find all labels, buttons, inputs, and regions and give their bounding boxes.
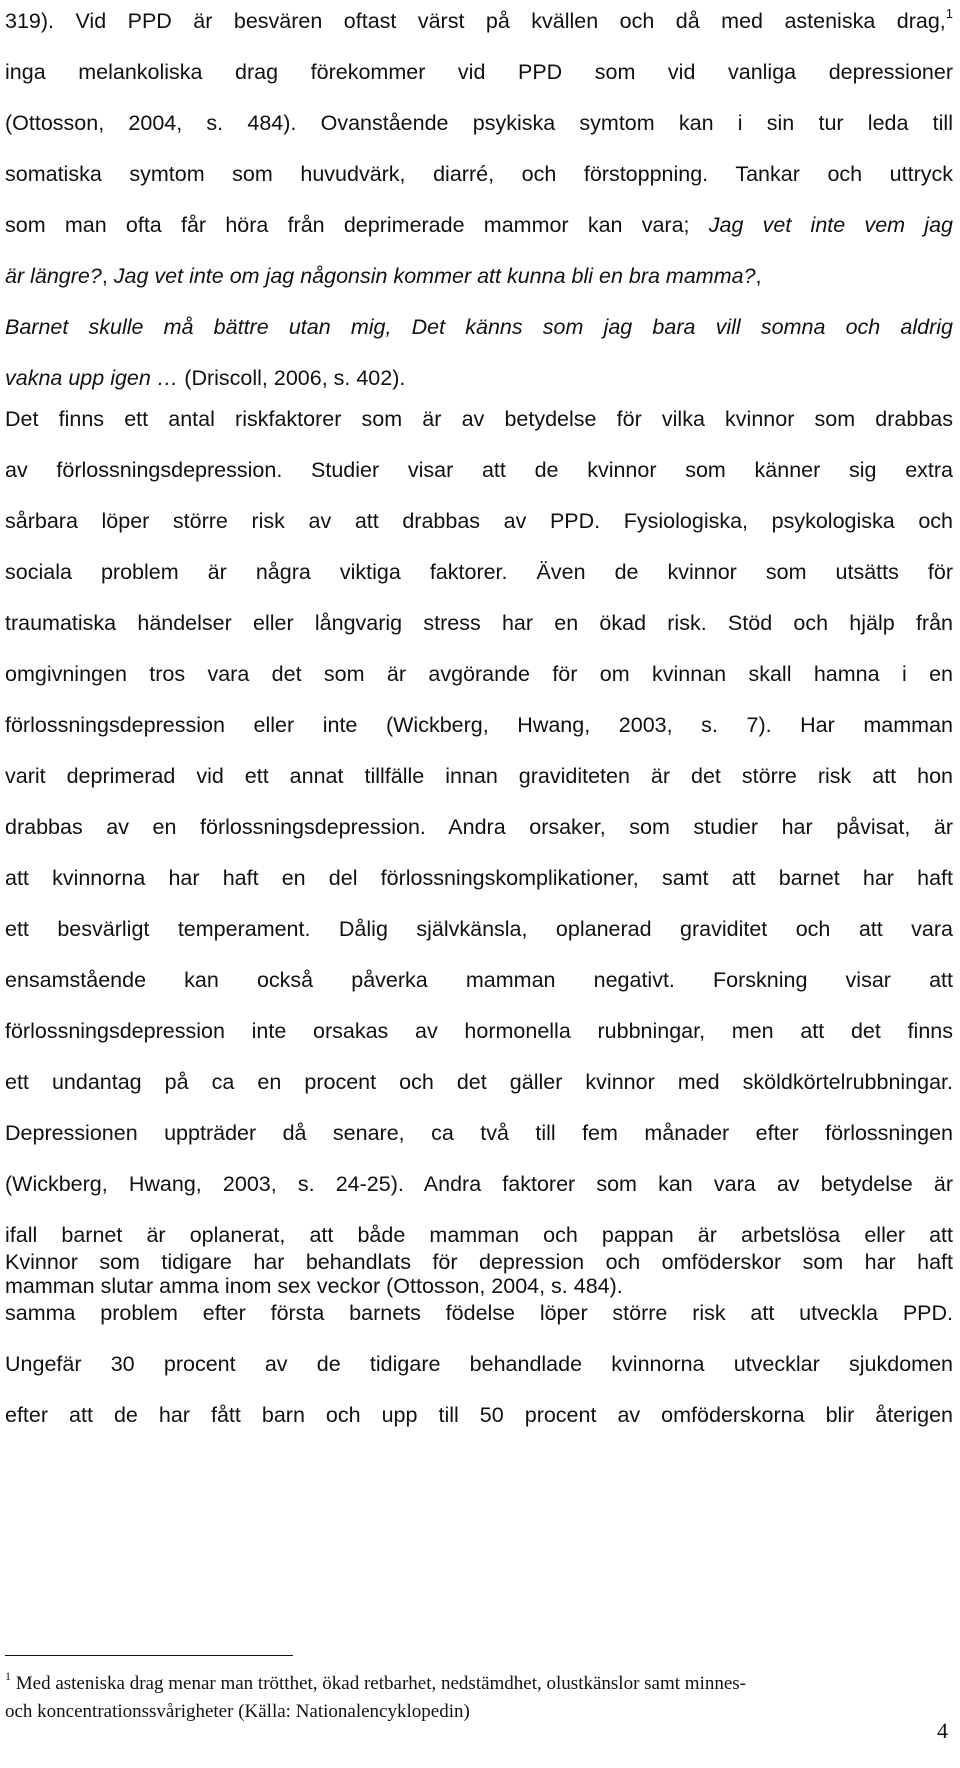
text-line: inga melankoliska drag förekommer vid PPD som vid vanliga depressioner [5, 60, 953, 84]
text-line: sociala problem är några viktiga faktorer. Även de kvinnor som utsätts för [5, 560, 953, 584]
text-line: mamman slutar amma inom sex veckor (Ottosson, 2004, s. 484). [5, 1274, 623, 1298]
footnote-line: $^1$ Med asteniska drag menar man trötthet, ökad retbarhet, nedstämdhet, olustkänslor samt minnes- [5, 1669, 746, 1694]
text-line: av förlossningsdepression. Studier visar att de kvinnor som känner sig extra [5, 458, 953, 482]
text-line: drabbas av en förlossningsdepression. Andra orsaker, som studier har påvisat, är [5, 815, 953, 839]
paragraph-symptoms [5, 0, 953, 404]
text-line: vakna upp igen … (Driscoll, 2006, s. 402). [5, 366, 406, 390]
quote-text: Jag vet inte om jag någonsin kommer att kunna bli en bra mamma? [113, 264, 756, 288]
paragraph-previous-depression [5, 1237, 953, 1441]
text-line: förlossningsdepression eller inte (Wickberg, Hwang, 2003, s. 7). Har mamman [5, 713, 953, 737]
text-line: ifall barnet är oplanerat, att både mamman och pappan är arbetslösa eller att [5, 1223, 953, 1247]
text-line: 319). Vid PPD är besvären oftast värst på kvällen och då med asteniska drag,$^1$ [5, 6, 953, 33]
quote-text: Jag vet inte vem jag [708, 213, 953, 237]
footnote-line: och koncentrationssvårigheter (Källa: Nationalencyklopedin) [5, 1701, 470, 1722]
text-line: efter att de har fått barn och upp till 50 procent av omföderskorna blir återigen [5, 1403, 953, 1427]
text-line: ett besvärligt temperament. Dålig självkänsla, oplanerad graviditet och att vara [5, 917, 953, 941]
paragraph-risk-factors [5, 394, 953, 1312]
text-line: Kvinnor som tidigare har behandlats för depression och omföderskor som har haft [5, 1250, 953, 1274]
text-line: varit deprimerad vid ett annat tillfälle innan graviditeten är det större risk att hon [5, 764, 953, 788]
footnote-number: 1 [5, 1669, 11, 1683]
footnote-marker: 1 [945, 6, 953, 21]
text-line: samma problem efter första barnets födelse löper större risk att utveckla PPD. [5, 1301, 953, 1325]
quote-line: Barnet skulle må bättre utan mig, Det känns som jag bara vill somna och aldrig [5, 315, 953, 339]
text-line: ensamstående kan också påverka mamman negativt. Forskning visar att [5, 968, 953, 992]
text-line: (Ottosson, 2004, s. 484). Ovanstående psykiska symtom kan i sin tur leda till [5, 111, 953, 135]
text-line: sårbara löper större risk av att drabbas av PPD. Fysiologiska, psykologiska och [5, 509, 953, 533]
text-line: att kvinnorna har haft en del förlossningskomplikationer, samt att barnet har haft [5, 866, 953, 890]
page-number: 4 [937, 1718, 948, 1743]
footnote-divider [5, 1655, 293, 1656]
text-line: Det finns ett antal riskfaktorer som är av betydelse för vilka kvinnor som drabbas [5, 407, 953, 431]
text-line: som man ofta får höra från deprimerade mammor kan vara; Jag vet inte vem jag [5, 213, 953, 237]
footnote [5, 1670, 945, 1726]
text-line: traumatiska händelser eller långvarig stress har en ökad risk. Stöd och hjälp från [5, 611, 953, 635]
text-line: Depressionen uppträder då senare, ca två till fem månader efter förlossningen [5, 1121, 953, 1145]
text-line: är längre?, Jag vet inte om jag någonsin kommer att kunna bli en bra mamma?, [5, 264, 762, 288]
text-line: Ungefär 30 procent av de tidigare behandlade kvinnorna utvecklar sjukdomen [5, 1352, 953, 1376]
text-line: omgivningen tros vara det som är avgörande för om kvinnan skall hamna i en [5, 662, 953, 686]
text-line: förlossningsdepression inte orsakas av hormonella rubbningar, men att det finns [5, 1019, 953, 1043]
text-line: ett undantag på ca en procent och det gäller kvinnor med sköldkörtelrubbningar. [5, 1070, 953, 1094]
text-line: somatiska symtom som huvudvärk, diarré, och förstoppning. Tankar och uttryck [5, 162, 953, 186]
text-line: (Wickberg, Hwang, 2003, s. 24-25). Andra faktorer som kan vara av betydelse är [5, 1172, 953, 1196]
